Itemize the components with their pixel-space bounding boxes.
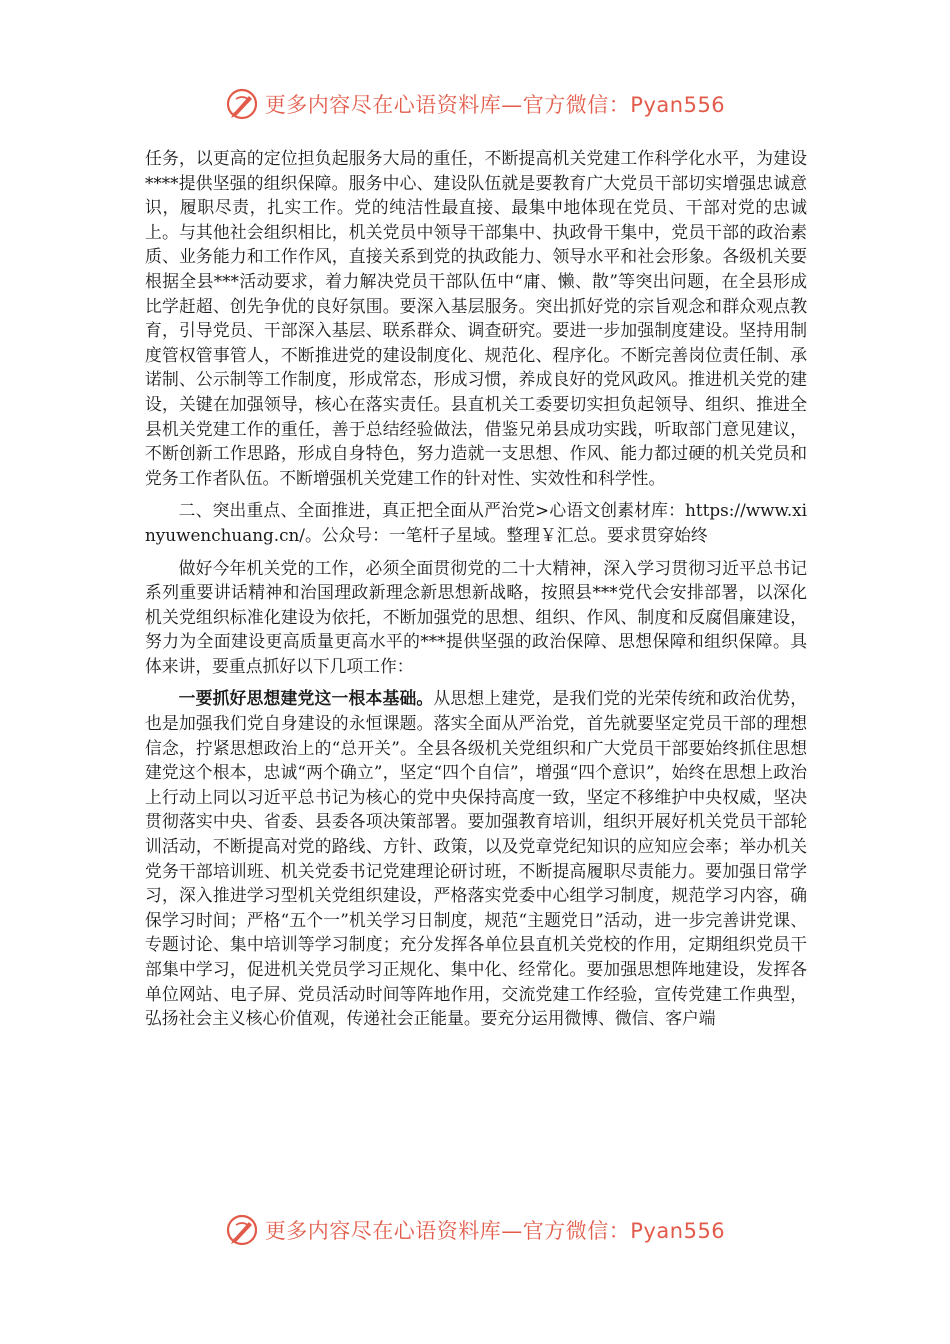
pen-logo-icon	[225, 87, 259, 121]
banner-text: 更多内容尽在心语资料库—官方微信：Pyan556	[264, 93, 726, 117]
footer-banner	[0, 1210, 950, 1250]
pen-logo-icon	[225, 1213, 259, 1247]
paragraph-3: 做好今年机关党的工作，必须全面贯彻党的二十大精神，深入学习贯彻习近平总书记系列重要讲话精神和治国理政新理念新思想新战略，按照县***党代会安排部署，以深化机关党组织标准化建设为依托，不断加强党的思想、组织、作风、制度和反腐倡廉建设，努力为全面建设更高质量更高水平的***提供坚强的政治保障、思想保障和组织保障。具体来讲，要重点抓好以下几项工作：	[145, 557, 807, 676]
header-banner	[0, 84, 950, 124]
section-heading-2: 二、突出重点、全面推进，真正把全面从严治党>心语文创素材库：https://www.xinyuwenchuang.cn/。公众号：一笔杆子星域。整理￥汇总。要求贯穿始终	[145, 500, 807, 545]
paragraph-4-lead: 一要抓好思想建党这一根本基础。	[178, 688, 434, 709]
paragraph-1: 任务，以更高的定位担负起服务大局的重任，不断提高机关党建工作科学化水平，为建设****提供坚强的组织保障。服务中心、建设队伍就是要教育广大党员干部切实增强忠诚意识，履职尽责，扎实工作。党的纯洁性最直接、最集中地体现在党员、干部对党的忠诚上。与其他社会组织相比，机关党员中领导干部集中、执政骨干集中，党员干部的政治素质、业务能力和工作作风，直接关系到党的执政能力、领导水平和社会形象。各级机关要根据全县***活动要求，着力解决党员干部队伍中“庸、懒、散”等突出问题，在全县形成比学赶超、创先争优的良好氛围。要深入基层服务。突出抓好党的宗旨观念和群众观点教育，引导党员、干部深入基层、联系群众、调查研究。要进一步加强制度建设。坚持用制度管权管事管人，不断推进党的建设制度化、规范化、程序化。不断完善岗位责任制、承诺制、公示制等工作制度，形成常态，形成习惯，养成良好的党风政风。推进机关党的建设，关键在加强领导，核心在落实责任。县直机关工委要切实担负起领导、组织、推进全县机关党建工作的重任，善于总结经验做法，借鉴兄弟县成功实践，听取部门意见建议，不断创新工作思路，形成自身特色，努力造就一支思想、作风、能力都过硬的机关党员和党务工作者队伍。不断增强机关党建工作的针对性、实效性和科学性。	[145, 148, 807, 488]
banner-text: 更多内容尽在心语资料库—官方微信：Pyan556	[264, 1219, 726, 1243]
paragraph-4-body: 从思想上建党，是我们党的光荣传统和政治优势，也是加强我们党自身建设的永恒课题。落实全面从严治党，首先就要坚定党员干部的理想信念，拧紧思想政治上的“总开关”。全县各级机关党组织和广大党员干部要始终抓住思想建党这个根本，忠诚“两个确立”，坚定“四个自信”，增强“四个意识”，始终在思想上政治上行动上同以习近平总书记为核心的党中央保持高度一致，坚定不移维护中央权威，坚决贯彻落实中央、省委、县委各项决策部署。要加强教育培训，组织开展好机关党员干部轮训活动，不断提高对党的路线、方针、政策，以及党章党纪知识的应知应会率；举办机关党务干部培训班、机关党委书记党建理论研讨班，不断提高履职尽责能力。要加强日常学习，深入推进学习型机关党组织建设，严格落实党委中心组学习制度，规范学习内容，确保学习时间；严格“五个一”机关学习日制度，规范“主题党日”活动，进一步完善讲党课、专题讨论、集中培训等学习制度；充分发挥各单位县直机关党校的作用，定期组织党员干部集中学习，促进机关党员学习正规化、集中化、经常化。要加强思想阵地建设，发挥各单位网站、电子屏、党员活动时间等阵地作用，交流党建工作经验，宣传党建工作典型，弘扬社会主义核心价值观，传递社会正能量。要充分运用微博、微信、客户端	[145, 688, 807, 1029]
document-body	[145, 146, 807, 1031]
paragraph-4	[145, 686, 807, 1030]
